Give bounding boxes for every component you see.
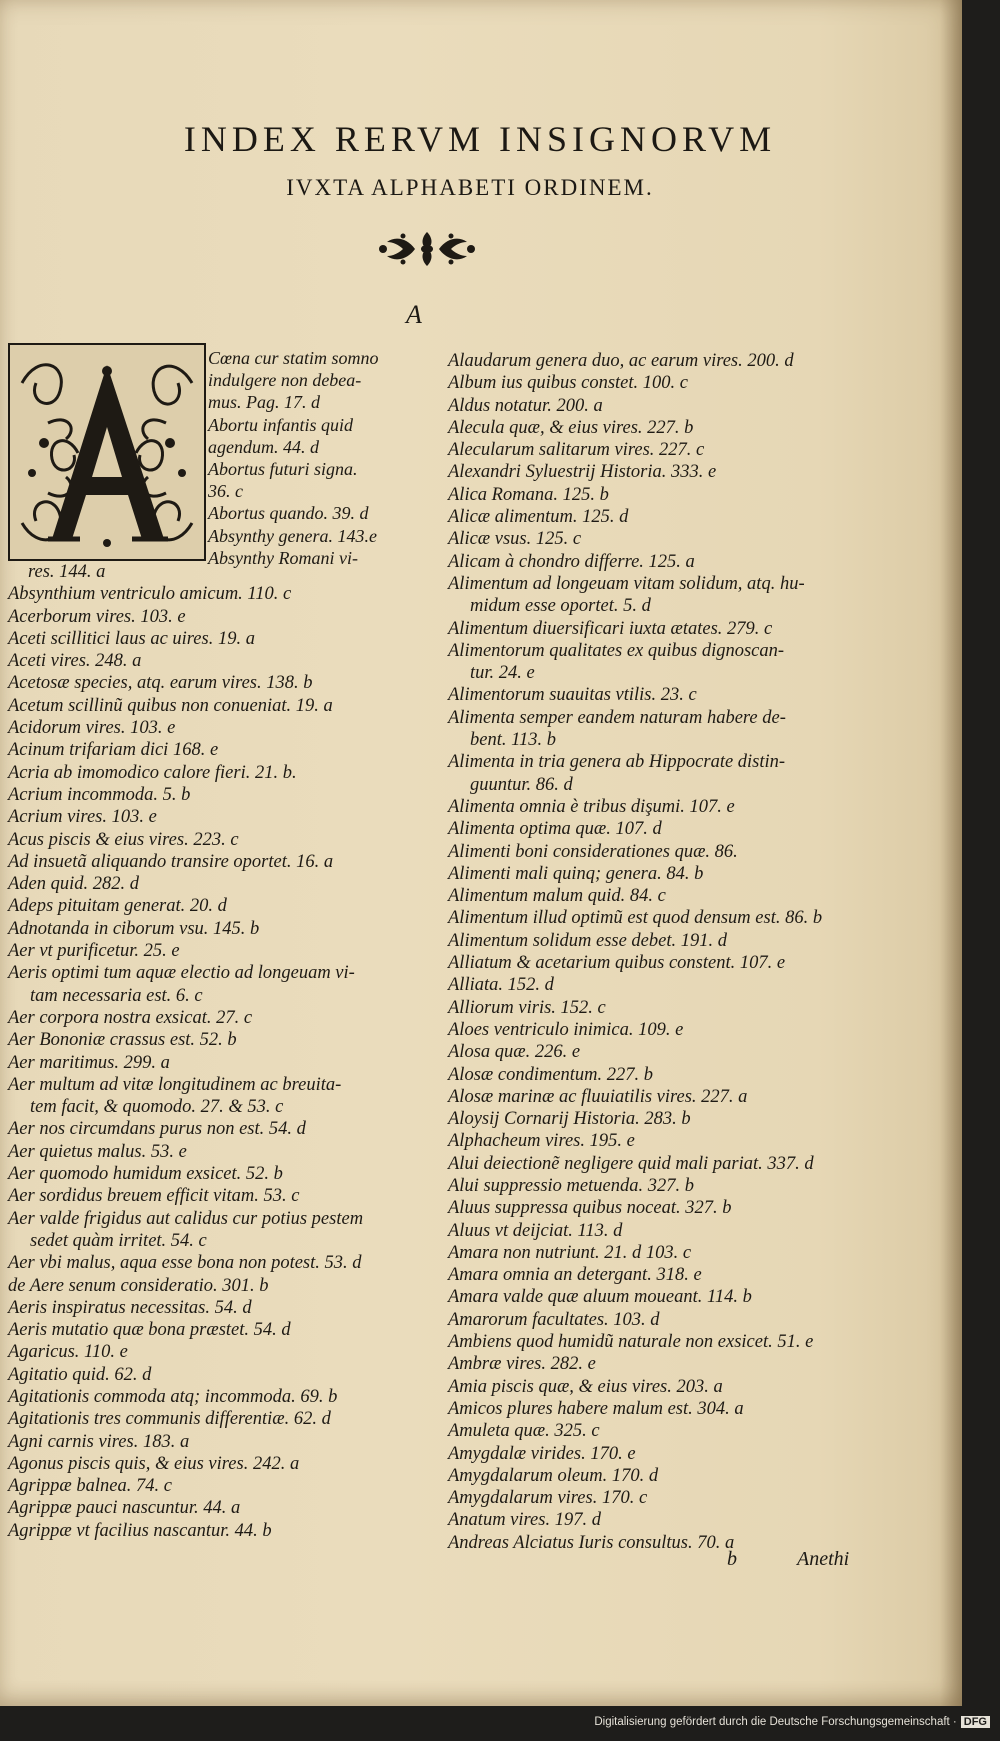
index-entry: Aer vbi malus, aqua esse bona non potest. 53. d: [8, 1253, 362, 1274]
index-entry: Amygdalarum vires. 170. c: [448, 1488, 648, 1509]
index-entry: Aluus vt deijciat. 113. d: [448, 1220, 623, 1241]
index-entry: agendum. 44. d: [208, 436, 319, 457]
index-entry: Aloysij Cornarij Historia. 283. b: [448, 1109, 691, 1130]
index-entry: tam necessaria est. 6. c: [30, 985, 203, 1006]
index-entry: Alosæ marinæ ac fluuiatilis vires. 227. a: [448, 1086, 748, 1107]
index-entry: Absynthy Romani vi-: [208, 547, 358, 568]
index-entry: Alimenta optima quæ. 107. d: [448, 819, 662, 840]
index-entry: Alimentum malum quid. 84. c: [448, 886, 666, 907]
index-entry: Acrium incommoda. 5. b: [8, 784, 191, 805]
index-entry: Adeps pituitam generat. 20. d: [8, 896, 227, 917]
index-entry: Aer valde frigidus aut calidus cur potius pestem: [8, 1208, 364, 1229]
index-entry: Absynthy genera. 143.e: [208, 525, 377, 546]
index-entry: Acetum scillinũ quibus non conueniat. 19. a: [8, 695, 333, 716]
index-entry: Ad insuetã aliquando transire oportet. 16. a: [8, 851, 334, 872]
index-entry: de Aere senum consideratio. 301. b: [8, 1275, 269, 1296]
index-entry: Alexandri Syluestrij Historia. 333. e: [448, 462, 717, 483]
index-entry: Aceti vires. 248. a: [8, 651, 142, 672]
catchword: Anethi: [797, 1548, 850, 1570]
index-entry: Aer quomodo humidum exsicet. 52. b: [8, 1164, 283, 1185]
index-entry: indulgere non debea-: [208, 370, 362, 391]
index-entry: Alimentorum qualitates ex quibus dignoscan-: [448, 640, 785, 661]
index-entry: Acrium vires. 103. e: [8, 807, 157, 828]
index-entry: Alimentum solidum esse debet. 191. d: [448, 930, 727, 951]
index-entry: Acria ab imomodico calore fieri. 21. b.: [8, 762, 297, 783]
index-entry: Cœna cur statim somno: [208, 348, 379, 368]
index-entry: mus. Pag. 17. d: [208, 392, 320, 413]
index-entry: Alimenta semper eandem naturam habere de-: [448, 707, 786, 728]
index-entry: Acinum trifariam dici 168. e: [8, 740, 219, 761]
index-entry: Acetosæ species, atq. earum vires. 138. b: [8, 673, 313, 694]
decorated-initial-letter-icon: [8, 343, 206, 561]
index-entry: Alimentum illud optimũ est quod densum est. 86. b: [448, 908, 823, 929]
index-entry: Aer quietus malus. 53. e: [8, 1141, 187, 1162]
index-entry: Abortus futuri signa.: [208, 458, 358, 479]
index-entry: Aer corpora nostra exsicat. 27. c: [8, 1007, 253, 1028]
index-entry: Anatum vires. 197. d: [448, 1510, 601, 1531]
index-entry: bent. 113. b: [470, 730, 556, 751]
index-entry: Adnotanda in ciborum vsu. 145. b: [8, 918, 260, 939]
index-entry: Alimenti mali quinq; genera. 84. b: [448, 863, 704, 884]
index-entry: Alimentorum suauitas vtilis. 23. c: [448, 685, 697, 706]
index-entry: Alliatum & acetarium quibus constent. 107. e: [448, 953, 786, 974]
index-entry: guuntur. 86. d: [470, 774, 573, 795]
index-entry: Aer Bononiæ crassus est. 52. b: [8, 1030, 237, 1051]
index-entry: Aden quid. 282. d: [8, 874, 140, 895]
index-entry: Aer vt purificetur. 25. e: [8, 941, 180, 962]
index-entry: Alliata. 152. d: [448, 975, 554, 996]
left-column: [8, 561, 413, 1542]
index-entry: Alimentum diuersificari iuxta ætates. 279. c: [448, 618, 773, 639]
index-entry: Aer sordidus breuem efficit vitam. 53. c: [8, 1186, 300, 1207]
index-entry: Alicam à chondro differre. 125. a: [448, 551, 695, 572]
index-entry: Aloes ventriculo inimica. 109. e: [448, 1019, 684, 1040]
digitization-credit: [594, 1716, 990, 1728]
index-entry: Alicæ alimentum. 125. d: [448, 507, 629, 528]
index-entry: Acus piscis & eius vires. 223. c: [8, 829, 239, 850]
index-entry: Amara omnia an detergant. 318. e: [448, 1265, 702, 1286]
index-entry: Agitatio quid. 62. d: [8, 1364, 152, 1385]
index-entry: Album ius quibus constet. 100. c: [448, 373, 688, 394]
index-entry: Aldus notatur. 200. a: [448, 395, 603, 416]
index-entry: Agonus piscis quis, & eius vires. 242. a: [8, 1453, 300, 1474]
index-entry: Alui deiectionẽ negligere quid mali pariat. 337. d: [448, 1153, 814, 1174]
index-entry: Amygdalarum oleum. 170. d: [448, 1465, 659, 1486]
section-letter: A: [406, 300, 422, 329]
index-entry: Agrippæ balnea. 74. c: [8, 1476, 172, 1497]
index-entry: Agni carnis vires. 183. a: [8, 1431, 190, 1452]
index-entry: Ambiens quod humidũ naturale non exsicet. 51. e: [448, 1332, 814, 1353]
index-entry: Alaudarum genera duo, ac earum vires. 200. d: [448, 351, 794, 371]
credit-text: Digitalisierung gefördert durch die Deutsche Forschungsgemeinschaft ·: [594, 1716, 957, 1728]
index-entry: Aer multum ad vitæ longitudinem ac breuita-: [8, 1074, 342, 1095]
index-entry: Absynthium ventriculo amicum. 110. c: [8, 584, 292, 605]
index-entry: Alosa quæ. 226. e: [448, 1042, 581, 1063]
index-entry: Acerborum vires. 103. e: [8, 606, 186, 627]
index-entry: Alosæ condimentum. 227. b: [448, 1064, 654, 1085]
index-entry: Amara valde quæ aluum moueant. 114. b: [448, 1287, 752, 1308]
index-entry: Alimenti boni considerationes quæ. 86.: [448, 841, 738, 862]
index-entry: Amygdalæ virides. 170. e: [448, 1443, 636, 1464]
index-entry: Aer maritimus. 299. a: [8, 1052, 170, 1073]
index-entry: Alimentum ad longeuam vitam solidum, atq. hu-: [448, 573, 805, 594]
index-entry: Aceti scillitici laus ac uires. 19. a: [8, 628, 255, 649]
page-subtitle: IVXTA ALPHABETI ORDINEM.: [286, 175, 654, 200]
index-entry: Amia piscis quæ, & eius vires. 203. a: [448, 1376, 723, 1397]
index-entry: sedet quàm irritet. 54. c: [30, 1230, 207, 1251]
index-entry: Alica Romana. 125. b: [448, 484, 609, 505]
index-entry: Alimenta in tria genera ab Hippocrate distin-: [448, 752, 786, 773]
index-entry: 36. c: [208, 481, 243, 502]
index-entry: Acidorum vires. 103. e: [8, 718, 176, 739]
dfg-logo-icon: DFG: [961, 1716, 990, 1728]
index-entry: Alecularum salitarum vires. 227. c: [448, 440, 705, 461]
index-entry: Abortus quando. 39. d: [208, 503, 369, 524]
page-title: INDEX RERVM INSIGNORVM: [183, 119, 777, 159]
signature-mark: b: [727, 1548, 737, 1570]
index-entry: tem facit, & quomodo. 27. & 53. c: [30, 1097, 284, 1118]
index-entry: Alui suppressio metuenda. 327. b: [448, 1175, 694, 1196]
index-entry: Alliorum viris. 152. c: [448, 997, 606, 1018]
index-entry: midum esse oportet. 5. d: [470, 596, 651, 617]
index-entry: Alicæ vsus. 125. c: [448, 529, 582, 550]
index-entry: Agrippæ vt facilius nascantur. 44. b: [8, 1520, 272, 1541]
index-entry: Alimenta omnia è tribus dişumi. 107. e: [448, 796, 735, 817]
index-entry: Aeris optimi tum aquæ electio ad longeuam vi-: [8, 963, 355, 984]
index-entry: Abortu infantis quid: [208, 414, 354, 435]
index-entry: tur. 24. e: [470, 663, 535, 684]
index-entry: Aluus suppressa quibus noceat. 327. b: [448, 1198, 732, 1219]
printer-ornament-icon: [377, 228, 477, 270]
index-entry: Aer nos circumdans purus non est. 54. d: [8, 1119, 306, 1140]
index-entry: res. 144. a: [28, 562, 106, 582]
index-entry: Aeris mutatio quæ bona præstet. 54. d: [8, 1320, 291, 1341]
index-entry: Ambræ vires. 282. e: [448, 1354, 596, 1375]
index-entry: Alecula quæ, & eius vires. 227. b: [448, 417, 694, 438]
index-entry: Andreas Alciatus Iuris consultus. 70. a: [448, 1532, 735, 1553]
index-entry: Alphacheum vires. 195. e: [448, 1131, 635, 1152]
index-entry: Agitationis commoda atq; incommoda. 69. b: [8, 1386, 338, 1407]
index-entry: Agrippæ pauci nascuntur. 44. a: [8, 1498, 241, 1519]
index-entry: Amarorum facultates. 103. d: [448, 1309, 660, 1330]
right-column: [448, 350, 858, 1554]
index-entry: Agitationis tres communis differentiæ. 62. d: [8, 1409, 331, 1430]
index-entry: Amara non nutriunt. 21. d 103. c: [448, 1242, 692, 1263]
index-entry: Agaricus. 110. e: [8, 1342, 128, 1363]
intro-entries: [208, 347, 413, 569]
index-entry: Amicos plures habere malum est. 304. a: [448, 1398, 744, 1419]
index-entry: Aeris inspiratus necessitas. 54. d: [8, 1297, 252, 1318]
index-entry: Amuleta quæ. 325. c: [448, 1421, 600, 1442]
